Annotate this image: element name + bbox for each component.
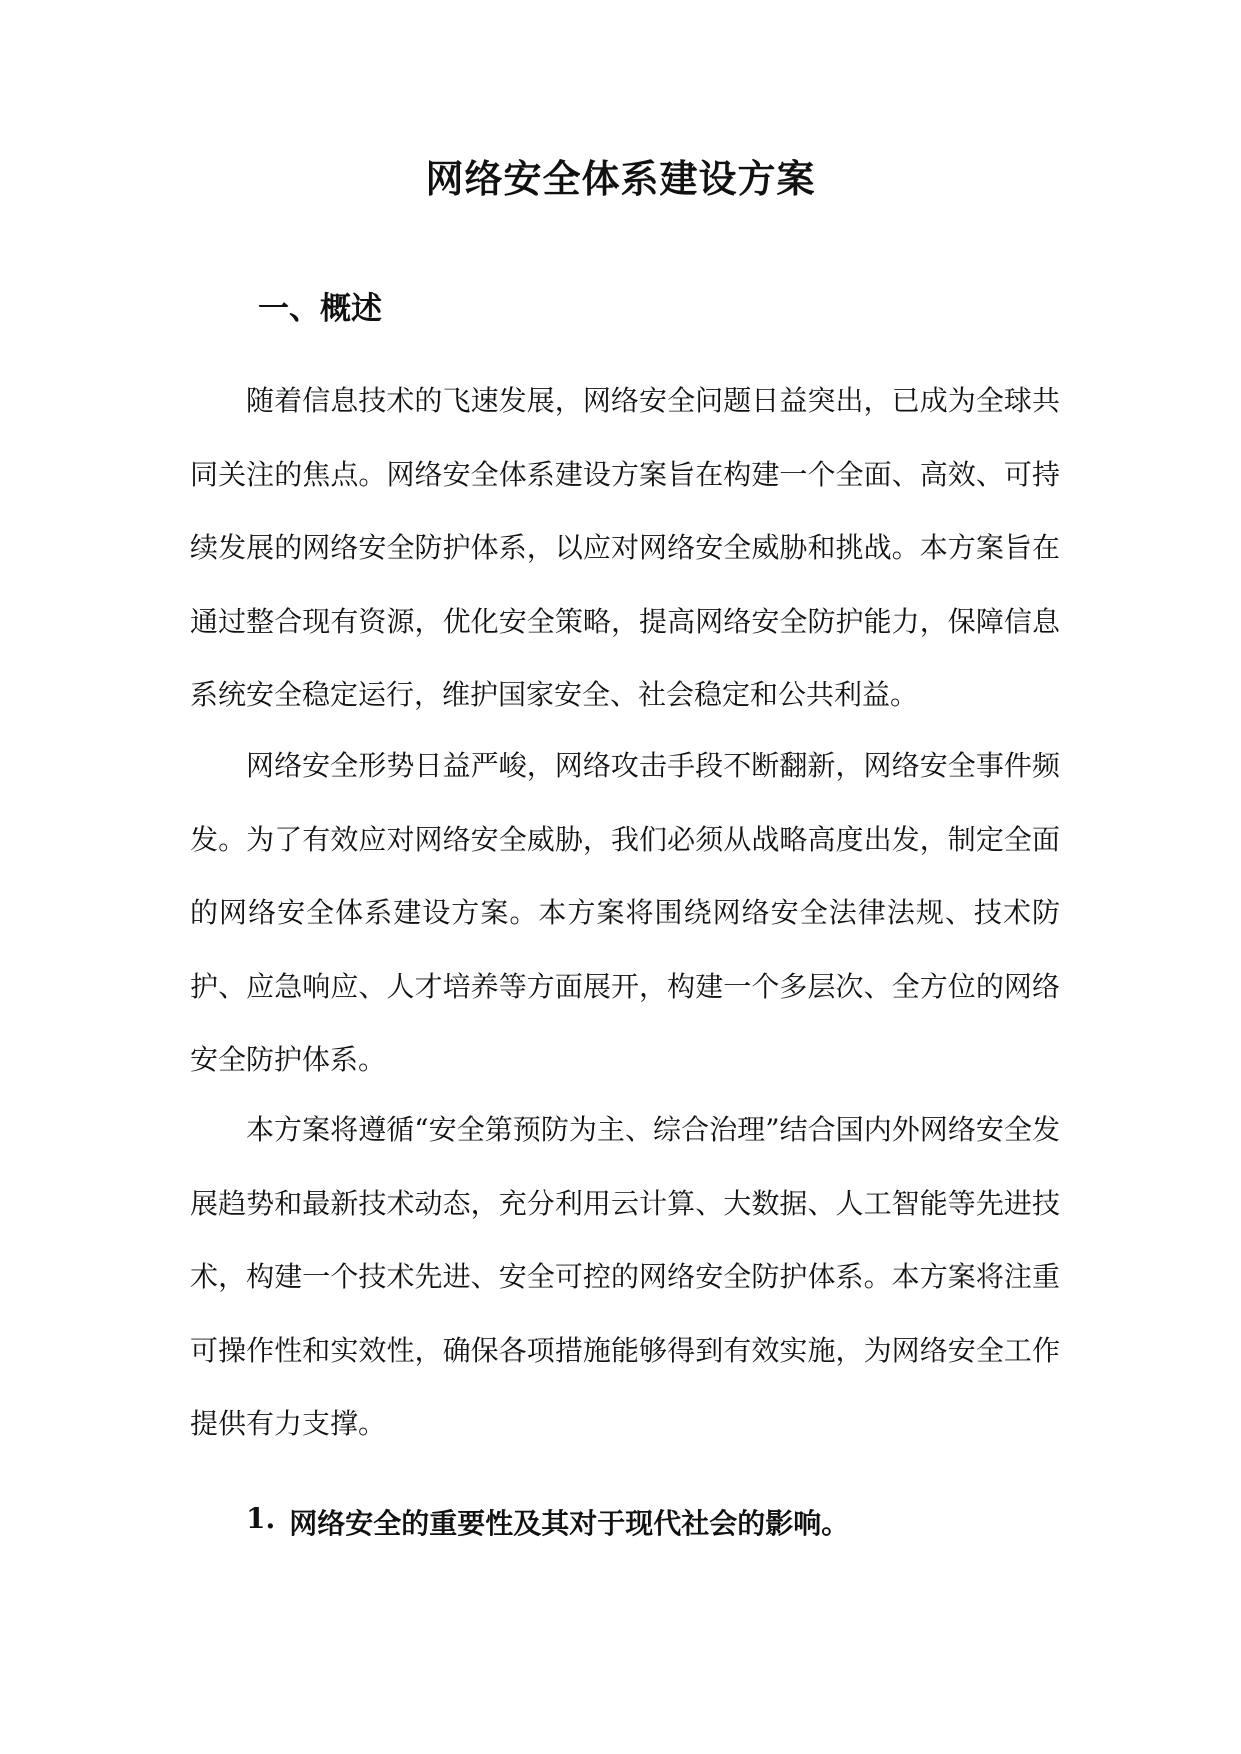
document-title: 网络安全体系建设方案 <box>425 156 816 201</box>
subheading-number: 1. <box>246 1502 276 1535</box>
paragraph-2: 网络安全形势日益严峻，网络攻击手段不断翻新，网络安全事件频发。为了有效应对网络安全威胁，我们必须从战略高度出发，制定全面的网络安全体系建设方案。本方案将围绕网络安全法律法规、技术防护、应急响应、人才培养等方面展开，构建一个多层次、全方位的网络安全防护体系。 <box>190 749 1060 1076</box>
subheading-text: 网络安全的重要性及其对于现代社会的影响。 <box>289 1507 850 1540</box>
paragraph-1: 随着信息技术的飞速发展，网络安全问题日益突出，已成为全球共同关注的焦点。网络安全体系建设方案旨在构建一个全面、高效、可持续发展的网络安全防护体系，以应对网络安全威胁和挑战。本方案旨在通过整合现有资源，优化安全策略，提高网络安全防护能力，保障信息系统安全稳定运行，维护国家安全、社会稳定和公共利益。 <box>190 384 1060 711</box>
paragraph-3: 本方案将遵循“安全第预防为主、综合治理”结合国内外网络安全发展趋势和最新技术动态，充分利用云计算、大数据、人工智能等先进技术，构建一个技术先进、安全可控的网络安全防护体系。本方案将注重可操作性和实效性，确保各项措施能够得到有效实施，为网络安全工作提供有力支撑。 <box>190 1113 1060 1440</box>
subheading-1 <box>246 1502 849 1542</box>
section-heading-overview: 一、概述 <box>258 291 382 327</box>
